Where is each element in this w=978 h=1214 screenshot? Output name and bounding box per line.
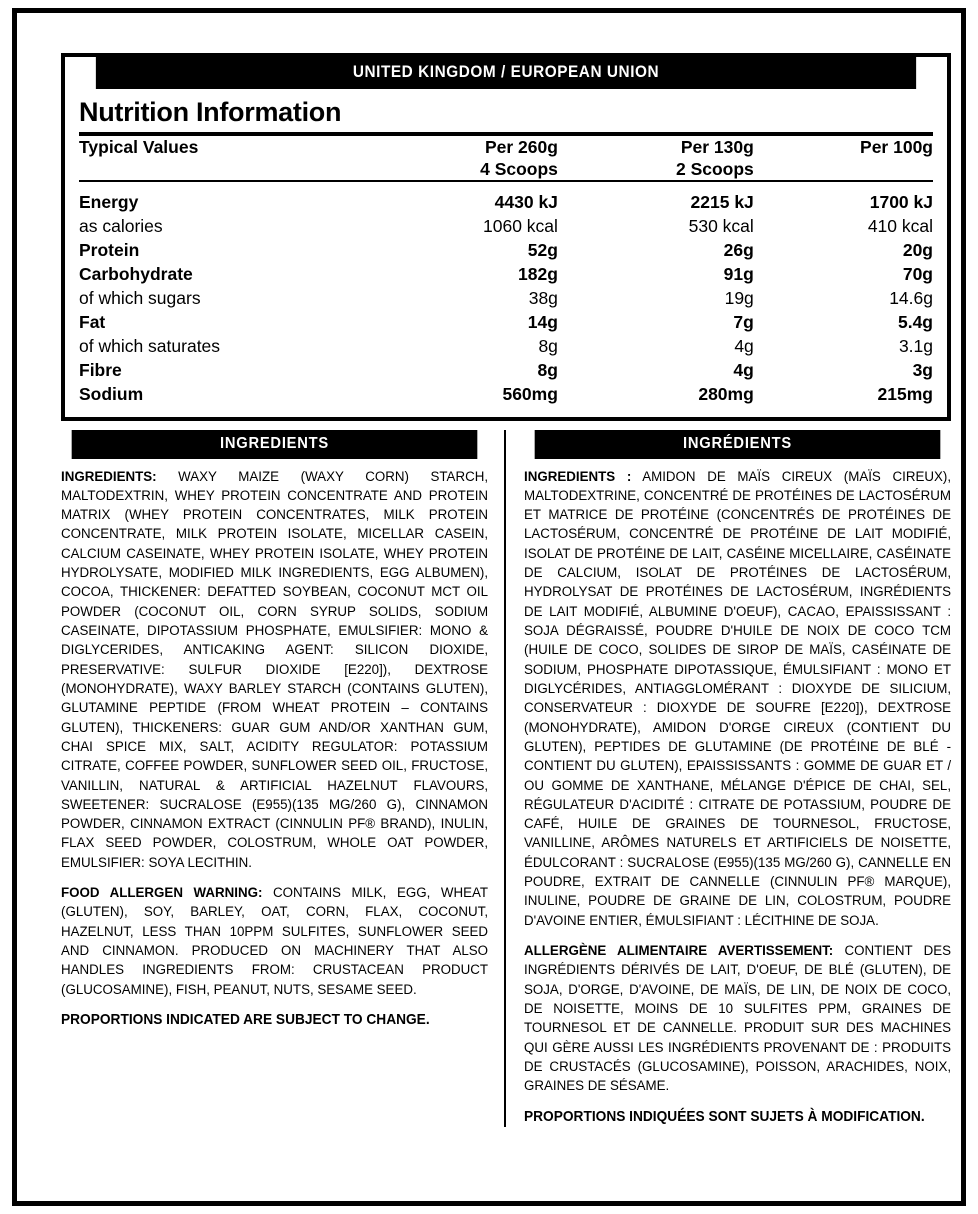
- nutrition-row-value-100g: 14.6g: [889, 288, 933, 309]
- nutrition-row-value-130g: 7g: [733, 312, 754, 333]
- proportions-note-english: PROPORTIONS INDICATED ARE SUBJECT TO CHANGE.: [61, 1011, 430, 1028]
- ingredients-text-french: AMIDON DE MAÏS CIREUX (MAÏS CIREUX), MALTODEXTRINE, CONCENTRÉ DE PROTÉINES DE LACTOSÉRUM ET MATRICE DE PROTÉINE (CONCENTRÉS DE PROTÉINES DE LACTOSÉRUM, CONCENTRÉ DE PROTÉINE DE LAIT MODIFIÉ, ISOLAT DE PROTÉINE DE LAIT, CASÉINE MICELLAIRE, CASÉINATE DE CALCIUM, ISOLAT DE PROTÉINES DE LACTOSÉRUM, HYDROLYSAT DE PROTÉINES DE LACTOSÉRUM, INGRÉDIENTS DE LAIT MODIFIÉ, ALBUMINE D'OEUF), CACAO, EPAISSISSANT : SOJA DÉGRAISSÉ, POUDRE D'HUILE DE NOIX DE COCO TCM (HUILE DE COCO, SOLIDES DE SIROP DE MAÏS, CASÉINATE DE SODIUM, PHOSPHATE DIPOTASSIQUE, ÉMULSIFIANT : MONO ET DIGLYCÉRIDES, ANTIAGGLOMÉRANT : DIOXYDE DE SILICIUM, CONSERVATEUR : DIOXYDE DE SOUFRE [E220]), DEXTROSE (MONOHYDRATE), AMIDON D'ORGE CIREUX (CONTIENT DU GLUTEN), PEPTIDES DE GLUTAMINE (DE PROTÉINE DE BLÉ - CONTIENT DU GLUTEN), EPAISSISSANTS : GOMME DE GUAR ET / OU GOMME DE XANTHANE, MÉLANGE D'ÉPICE DE CHAI, SEL, RÉGULATEUR D'ACIDITÉ : CITRATE DE POTASSIUM, POUDRE DE CAFÉ, HUILE DE GRAINES DE TOURNESOL, FRUCTOSE, VANILLINE, ARÔMES NATURELS ET ARTIFICIELS DE NOISETTE, ÉDULCORANT : SUCRALOSE (E955)(135 MG/260 G), CANNELLE EN POUDRE, EXTRAIT DE CANNELLE (CINNULIN PF® MARQUE), INULINE, POUDRE DE GRAINE DE LIN, COLOSTRUM, POUDRE D'AVOINE ENTIER, ÉMULSIFIANT : LÉCITHINE DE SOJA.: [524, 468, 952, 929]
- nutrition-row-value-130g: 530 kcal: [688, 216, 754, 237]
- nutrition-row: [79, 310, 933, 334]
- nutrition-row-value-260g: 38g: [528, 288, 558, 309]
- nutrition-row-value-100g: 70g: [902, 264, 933, 285]
- nutrition-row-value-130g: 280mg: [698, 384, 754, 405]
- header-col-b-line2: 2 Scoops: [675, 159, 754, 180]
- nutrition-row-label: Energy: [79, 192, 139, 213]
- nutrition-row-label: Sodium: [79, 384, 144, 405]
- nutrition-row-value-260g: 560mg: [502, 384, 558, 405]
- allergen-lead-english: FOOD ALLERGEN WARNING:: [61, 885, 263, 902]
- nutrition-row-label: of which sugars: [79, 288, 201, 309]
- nutrition-row: [79, 214, 933, 238]
- nutrition-row-label: as calories: [79, 216, 163, 237]
- nutrition-row-value-100g: 20g: [902, 240, 933, 261]
- allergen-text-english: CONTAINS MILK, EGG, WHEAT (GLUTEN), SOY, BARLEY, OAT, CORN, FLAX, COCONUT, HAZELNUT, LESS THAN 10PPM SULFITES, SUNFLOWER SEED AND CINNAMON. PRODUCED ON MACHINERY THAT ALSO HANDLES INGREDIENTS FROM: CRUSTACEAN PRODUCT (GLUCOSAMINE), FISH, PEANUT, NUTS, SESAME SEED.: [61, 885, 489, 998]
- ingredients-section: [61, 430, 951, 1128]
- product-label-frame: [12, 8, 966, 1206]
- nutrition-row-value-260g: 182g: [518, 264, 558, 285]
- nutrition-row-value-100g: 5.4g: [897, 312, 933, 333]
- nutrition-row-label: Protein: [79, 240, 140, 261]
- ingredients-text-english: WAXY MAIZE (WAXY CORN) STARCH, MALTODEXTRIN, WHEY PROTEIN CONCENTRATE AND PROTEIN MATRIX (WHEY PROTEIN CONCENTRATES, MILK PROTEIN CONCENTRATE, MILK PROTEIN ISOLATE, MICELLAR CASEIN, CALCIUM CASEINATE, WHEY PROTEIN ISOLATE, WHEY PROTEIN HYDROLYSATE, MODIFIED MILK INGREDIENTS, EGG ALBUMEN), COCOA, THICKENER: DEFATTED SOYBEAN, COCONUT MCT OIL POWDER (COCONUT OIL, CORN SYRUP SOLIDS, SODIUM CASEINATE, DIPOTASSIUM PHOSPHATE, EMULSIFIER: MONO & DIGLYCERIDES, ANTICAKING AGENT: SILICON DIOXIDE, PRESERVATIVE: SULFUR DIOXIDE [E220]), DEXTROSE (MONOHYDRATE), WAXY BARLEY STARCH (CONTAINS GLUTEN), GLUTAMINE PEPTIDE (FROM WHEAT PROTEIN – CONTAINS GLUTEN), THICKENERS: GUAR GUM AND/OR XANTHAN GUM, CHAI SPICE MIX, SALT, ACIDITY REGULATOR: POTASSIUM CITRATE, COFFEE POWDER, SUNFLOWER SEED OIL, FRUCTOSE, VANILLIN, NATURAL & ARTIFICIAL HAZELNUT FLAVOURS, SWEETENER: SUCRALOSE (E955)(135 MG/260 G), CINNAMON POWDER, CINNAMON EXTRACT (CINNULIN PF® BRAND), INULIN, FLAX SEED POWDER, COLOSTRUM, WHOLE OAT POWDER, EMULSIFIER: SOYA LECITHIN.: [61, 468, 489, 871]
- nutrition-row-value-130g: 19g: [724, 288, 754, 309]
- nutrition-row-value-260g: 52g: [527, 240, 558, 261]
- table-header-row: [79, 136, 933, 181]
- nutrition-row-value-100g: 215mg: [877, 384, 933, 405]
- region-bar: UNITED KINGDOM / EUROPEAN UNION: [96, 57, 916, 89]
- allergen-lead-french: ALLERGÈNE ALIMENTAIRE AVERTISSEMENT:: [524, 943, 834, 960]
- nutrition-row: [79, 382, 933, 406]
- nutrition-row: [79, 238, 933, 262]
- nutrition-row-label: Carbohydrate: [79, 264, 193, 285]
- nutrition-rows: [79, 190, 933, 406]
- header-col-a-line2: 4 Scoops: [480, 159, 558, 180]
- nutrition-row: [79, 190, 933, 214]
- proportions-note-french: PROPORTIONS INDIQUÉES SONT SUJETS À MODIFICATION.: [524, 1108, 925, 1125]
- nutrition-row-value-260g: 14g: [527, 312, 558, 333]
- label-content: [61, 53, 951, 1127]
- nutrition-row-value-260g: 4430 kJ: [494, 192, 558, 213]
- ingredients-body-french: [524, 468, 951, 1128]
- nutrition-row-value-100g: 410 kcal: [867, 216, 933, 237]
- nutrition-row-value-130g: 91g: [723, 264, 754, 285]
- allergen-paragraph-english: [61, 884, 488, 1000]
- allergen-paragraph-french: [524, 942, 951, 1097]
- ingredients-heading-english: INGREDIENTS: [72, 430, 478, 459]
- nutrition-information-panel: [61, 53, 951, 421]
- ingredients-lead-french: INGREDIENTS :: [524, 468, 632, 485]
- ingredients-paragraph-english: [61, 468, 488, 874]
- header-col-c-line1: Per 100g: [860, 137, 933, 157]
- nutrition-row-value-100g: 3.1g: [898, 336, 933, 357]
- ingredients-column-french: [506, 430, 951, 1128]
- nutrition-row-value-130g: 2215 kJ: [690, 192, 754, 213]
- ingredients-column-english: [61, 430, 506, 1128]
- header-col-a-line1: Per 260g: [484, 137, 558, 157]
- nutrition-body: [65, 89, 947, 417]
- nutrition-row: [79, 358, 933, 382]
- nutrition-row-label: of which saturates: [79, 336, 221, 357]
- header-spacer: [79, 182, 933, 190]
- nutrition-row-value-130g: 26g: [723, 240, 754, 261]
- nutrition-row: [79, 262, 933, 286]
- nutrition-row-label: Fibre: [79, 360, 122, 381]
- nutrition-row-value-100g: 3g: [912, 360, 933, 381]
- nutrition-row: [79, 286, 933, 310]
- header-col-c: [788, 136, 933, 181]
- header-col-a: [404, 136, 600, 181]
- nutrition-row-value-260g: 8g: [538, 336, 558, 357]
- nutrition-row: [79, 334, 933, 358]
- ingredients-lead-english: INGREDIENTS:: [61, 468, 157, 485]
- nutrition-row-value-100g: 1700 kJ: [869, 192, 933, 213]
- header-typical-values: Typical Values: [79, 137, 199, 157]
- nutrition-row-value-260g: 8g: [537, 360, 558, 381]
- nutrition-table: [79, 132, 933, 407]
- nutrition-row-value-130g: 4g: [733, 360, 754, 381]
- nutrition-row-label: Fat: [79, 312, 106, 333]
- header-col-b: [600, 136, 788, 181]
- nutrition-row-value-260g: 1060 kcal: [483, 216, 558, 237]
- nutrition-title: Nutrition Information: [79, 97, 342, 127]
- header-col-b-line1: Per 130g: [680, 137, 754, 157]
- ingredients-paragraph-french: [524, 468, 951, 932]
- ingredients-heading-french: INGRÉDIENTS: [535, 430, 941, 459]
- nutrition-row-value-130g: 4g: [734, 336, 754, 357]
- ingredients-body-english: [61, 468, 488, 1031]
- allergen-text-french: CONTIENT DES INGRÉDIENTS DÉRIVÉS DE LAIT, D'OEUF, DE BLÉ (GLUTEN), DE SOJA, D'ORGE, D'AVOINE, DE MAÏS, DE LIN, DE NOIX DE COCO, DE NOISETTE, MOINS DE 10 SULFITES PPM, GRAINES DE TOURNESOL ET DE CANNELLE. PRODUIT SUR DES MACHINES QUI GÈRE AUSSI LES INGRÉDIENTS PROVENANT DE : PRODUITS DE CRUSTACÉS (GLUCOSAMINE), POISSON, ARACHIDES, NOIX, GRAINES DE SÉSAME.: [524, 943, 952, 1095]
